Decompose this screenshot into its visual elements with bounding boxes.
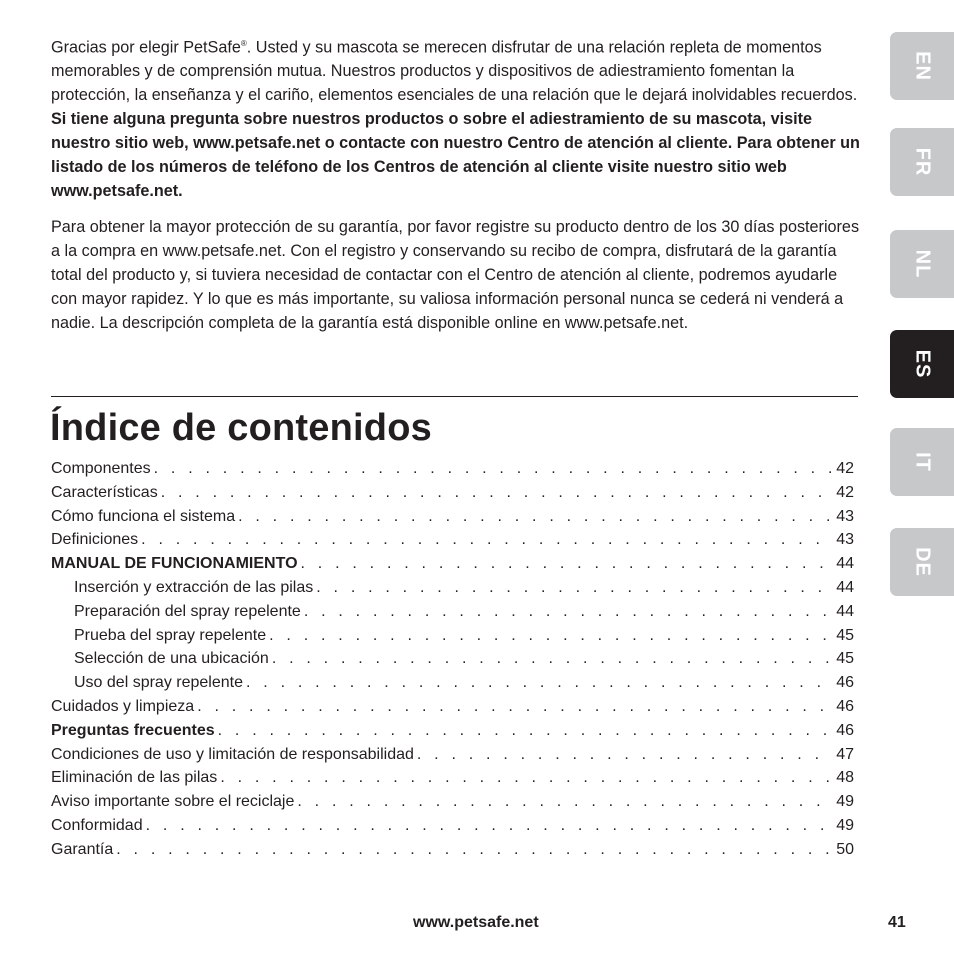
language-tab-label: IT: [911, 452, 934, 472]
toc-leader-dots: [304, 600, 833, 624]
toc-subentry[interactable]: [51, 600, 854, 624]
language-tab-es[interactable]: [890, 330, 954, 398]
page-number: 41: [888, 914, 906, 931]
toc-entry-page: 46: [836, 674, 854, 692]
intro-p1-bold: Si tiene alguna pregunta sobre nuestros productos o sobre el adiestramiento de su mascota, visite nuestro sitio web, www.petsafe.net o contacte con nuestro Centro de atención al cliente. Para obtener un listado de los números de teléfono de los Centros de atención al cliente visite nuestro sitio web www.petsafe.net.: [51, 110, 860, 201]
toc-entry-label: MANUAL DE FUNCIONAMIENTO: [51, 555, 298, 573]
toc-entry-label: Cuidados y limpieza: [51, 697, 195, 715]
toc-leader-dots: [218, 719, 834, 743]
toc-entry-label: Características: [51, 483, 158, 501]
toc-entry-label: Condiciones de uso y limitación de responsabilidad: [51, 745, 414, 763]
language-tab-label: EN: [911, 51, 934, 81]
table-of-contents: [51, 457, 854, 862]
toc-leader-dots: [141, 528, 833, 552]
toc-leader-dots: [301, 552, 834, 576]
toc-leader-dots: [220, 766, 833, 790]
toc-entry[interactable]: [51, 838, 854, 862]
toc-entry[interactable]: [51, 719, 854, 743]
toc-entry[interactable]: [51, 552, 854, 576]
toc-entry-page: 49: [836, 793, 854, 811]
language-tab-it[interactable]: [890, 428, 954, 496]
toc-leader-dots: [154, 457, 834, 481]
toc-entry-label: Aviso importante sobre el reciclaje: [51, 793, 295, 811]
toc-subentry[interactable]: [51, 647, 854, 671]
language-tab-fr[interactable]: [890, 128, 954, 196]
toc-entry[interactable]: [51, 695, 854, 719]
language-tab-label: ES: [911, 349, 934, 379]
toc-leader-dots: [238, 505, 833, 529]
toc-entry[interactable]: [51, 743, 854, 767]
toc-leader-dots: [197, 695, 833, 719]
toc-entry-page: 42: [836, 460, 854, 477]
intro-p1-body: . Usted y su mascota se merecen disfrutar de una relación repleta de momentos memorables y de comprensión mutua. Nuestros productos y dispositivos de adiestramiento fomentan la protección, la enseñanza y el cariño, elementos esenciales de una relación que le dejará inolvidables recuerdos.: [51, 38, 858, 105]
language-tab-en[interactable]: [890, 32, 954, 100]
toc-entry-label: Componentes: [51, 460, 151, 477]
toc-subentry[interactable]: [51, 576, 854, 600]
language-tab-label: DE: [911, 547, 934, 577]
toc-leader-dots: [272, 647, 833, 671]
toc-subentry[interactable]: [51, 624, 854, 648]
language-tab-de[interactable]: [890, 528, 954, 596]
intro-text: [51, 32, 861, 335]
toc-entry-page: 49: [836, 816, 854, 834]
toc-entry-page: 46: [836, 697, 854, 715]
toc-entry-label: Selección de una ubicación: [74, 650, 269, 668]
footer-url[interactable]: www.petsafe.net: [413, 914, 539, 931]
toc-entry-page: 43: [836, 507, 854, 525]
toc-entry-page: 44: [836, 555, 854, 573]
toc-leader-dots: [161, 481, 834, 505]
toc-entry-page: 47: [836, 745, 854, 763]
intro-p1-start: Gracias por elegir PetSafe: [51, 38, 241, 57]
toc-entry-label: Eliminación de las pilas: [51, 769, 218, 787]
toc-leader-dots: [269, 624, 833, 648]
toc-entry-page: 45: [836, 626, 854, 644]
toc-title: Índice de contenidos: [50, 407, 432, 449]
toc-entry-label: Preparación del spray repelente: [74, 602, 301, 620]
toc-leader-dots: [146, 814, 834, 838]
toc-leader-dots: [246, 671, 833, 695]
toc-entry-page: 44: [836, 578, 854, 596]
toc-entry-label: Preguntas frecuentes: [51, 721, 215, 739]
toc-entry-page: 45: [836, 650, 854, 668]
language-tab-label: NL: [911, 249, 934, 279]
toc-entry-label: Conformidad: [51, 816, 143, 834]
toc-entry-label: Prueba del spray repelente: [74, 626, 267, 644]
toc-entry-label: Cómo funciona el sistema: [51, 507, 236, 525]
toc-entry[interactable]: [51, 457, 854, 481]
toc-entry[interactable]: [51, 814, 854, 838]
toc-leader-dots: [116, 838, 833, 862]
toc-entry-page: 50: [836, 840, 854, 858]
toc-entry-label: Definiciones: [51, 531, 139, 549]
toc-leader-dots: [417, 743, 833, 767]
registered-mark: ®: [240, 39, 247, 48]
toc-entry[interactable]: [51, 790, 854, 814]
section-divider: [51, 396, 858, 397]
toc-entry-label: Garantía: [51, 840, 114, 858]
toc-leader-dots: [297, 790, 833, 814]
toc-entry-label: Uso del spray repelente: [74, 674, 243, 692]
toc-entry-page: 42: [836, 483, 854, 501]
intro-paragraph-1: [51, 32, 861, 203]
intro-paragraph-2: Para obtener la mayor protección de su garantía, por favor registre su producto dentro de los 30 días posteriores a la compra en www.petsafe.net. Con el registro y conservando su recibo de compra, disfrutará de la garantía total del producto y, si tuviera necesidad de contactar con el Centro de atención al cliente, podremos ayudarle con mayor rapidez. Y lo que es más importante, su valiosa información personal nunca se cederá ni venderá a nadie. La descripción completa de la garantía está disponible online en www.petsafe.net.: [51, 218, 860, 333]
toc-entry[interactable]: [51, 528, 854, 552]
toc-entry-label: Inserción y extracción de las pilas: [74, 578, 314, 596]
toc-entry-page: 44: [836, 602, 854, 620]
toc-entry-page: 46: [836, 721, 854, 739]
toc-subentry[interactable]: [51, 671, 854, 695]
toc-entry[interactable]: [51, 481, 854, 505]
toc-entry[interactable]: [51, 505, 854, 529]
toc-entry-page: 48: [836, 769, 854, 787]
toc-entry-page: 43: [836, 531, 854, 549]
language-tab-nl[interactable]: [890, 230, 954, 298]
toc-leader-dots: [316, 576, 833, 600]
toc-entry[interactable]: [51, 766, 854, 790]
language-tab-label: FR: [911, 147, 934, 177]
